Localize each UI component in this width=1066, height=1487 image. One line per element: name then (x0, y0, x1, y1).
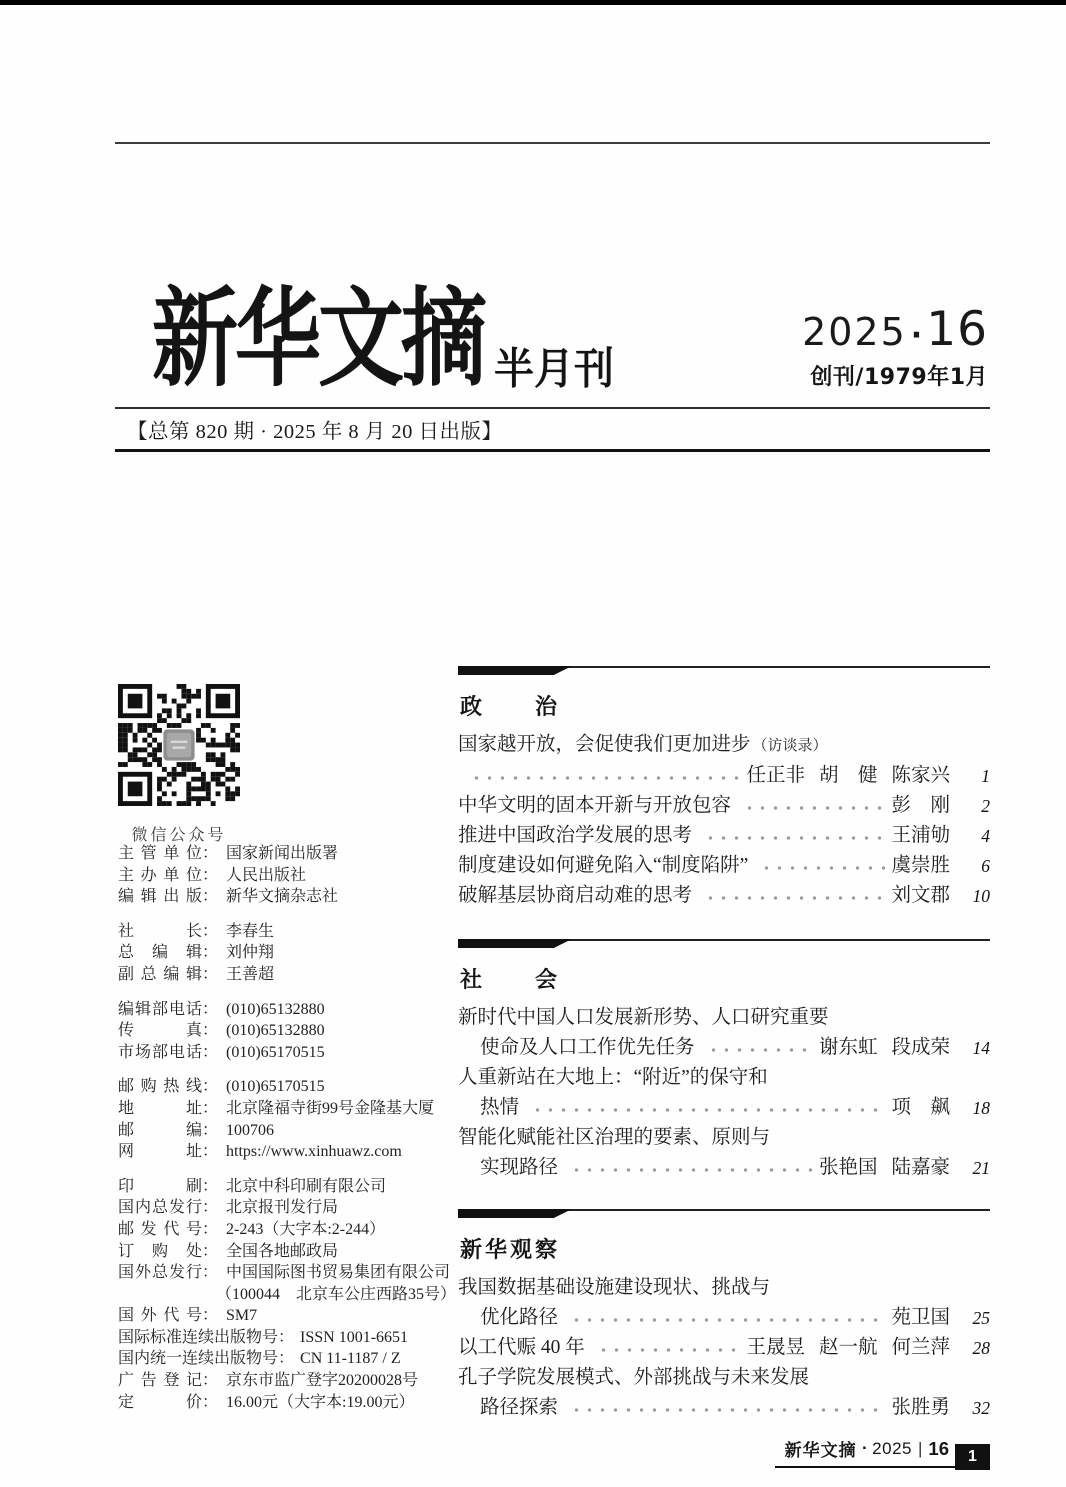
toc-row (458, 821, 990, 851)
footer-year: 2025 (872, 1438, 912, 1458)
info-row (118, 886, 466, 908)
toc-row (458, 1063, 990, 1093)
info-value: ISSN 1001-6651 (300, 1328, 409, 1346)
info-row (118, 1284, 466, 1306)
issue-dot: · (910, 318, 923, 353)
info-label: 网址 (118, 1143, 202, 1161)
info-row (118, 1141, 466, 1163)
info-colon: ： (202, 1372, 219, 1390)
info-colon: ： (202, 1099, 219, 1117)
info-row (118, 1098, 466, 1120)
author-name: 段成荣 (891, 1037, 950, 1058)
leader-dots (702, 892, 885, 904)
info-row (118, 1370, 466, 1392)
leader-dots (568, 1164, 813, 1176)
article-title: 制度建设如何避免陷入“制度陷阱” (458, 855, 749, 876)
info-label: 广告登记 (118, 1372, 202, 1390)
issue-block (802, 302, 988, 391)
info-label: 定价 (118, 1393, 202, 1411)
info-label: 总编辑 (118, 944, 202, 962)
author-name: 彭 刚 (891, 795, 950, 816)
author-name: 虞崇胜 (891, 855, 950, 876)
info-row (118, 1042, 466, 1064)
leader-dots (468, 772, 740, 784)
page-number: 4 (981, 826, 990, 846)
info-row (118, 1348, 466, 1370)
info-label: 社长 (118, 922, 202, 940)
info-colon: ： (202, 1307, 219, 1325)
info-colon: ： (202, 1000, 219, 1018)
article-title: 新时代中国人口发展新形势、人口研究重要 (458, 1007, 829, 1028)
page-number: 18 (972, 1098, 990, 1118)
leader-dots (568, 1314, 885, 1326)
info-row (118, 1076, 466, 1098)
article-title: 国家越开放，会促使我们更加进步 （访谈录） (458, 734, 828, 755)
info-colon: ： (202, 866, 219, 884)
article-title: 中华文明的固本开新与开放包容 (458, 795, 732, 816)
info-row (118, 1262, 466, 1284)
footer-divider: | (918, 1438, 923, 1458)
article-title: 路径探索 (480, 1397, 559, 1418)
leader-dots (758, 862, 885, 874)
info-label: 市场部电话 (118, 1043, 202, 1061)
qr-code (118, 684, 240, 806)
info-value: SM7 (226, 1307, 258, 1325)
info-row (118, 942, 466, 964)
top-rule (115, 142, 990, 144)
issue-number-line (802, 302, 988, 357)
section-divider-bar (458, 939, 990, 948)
article-title: 我国数据基础设施建设现状、挑战与 (458, 1277, 771, 1298)
info-colon: ： (202, 965, 219, 983)
info-colon: ： (202, 1264, 219, 1282)
info-colon: ： (202, 845, 219, 862)
article-title: 推进中国政治学发展的思考 (458, 825, 693, 846)
leader-dots (702, 832, 885, 844)
info-label: 编辑部电话 (118, 1000, 202, 1018)
info-row (118, 1020, 466, 1042)
publisher-info (118, 843, 466, 1426)
page-number: 32 (972, 1398, 990, 1418)
page-number: 2 (981, 796, 990, 816)
info-value: 新华文摘杂志社 (226, 888, 339, 906)
toc-row (458, 1303, 990, 1333)
author-name: 王晟昱 (746, 1337, 805, 1358)
article-title: 智能化赋能社区治理的要素、原则与 (458, 1127, 771, 1148)
footer-issue: 16 (928, 1437, 949, 1459)
toc-row (458, 761, 990, 791)
author-name: 陈家兴 (891, 765, 950, 786)
article-note: （访谈录） (752, 738, 828, 754)
info-row (118, 1197, 466, 1219)
info-value: CN 11-1187 / Z (300, 1350, 401, 1368)
toc-section (458, 939, 990, 1183)
info-row (118, 1327, 466, 1349)
info-group (118, 999, 466, 1064)
article-title: 以工代赈 40 年 (458, 1337, 585, 1358)
info-group (118, 1076, 466, 1162)
section-divider-bar (458, 666, 990, 675)
page-number: 1 (981, 766, 990, 786)
info-colon: ： (202, 1220, 219, 1238)
author-name: 任正非 (746, 765, 805, 786)
section-divider-bar (458, 1209, 990, 1218)
article-title: 优化路径 (480, 1307, 559, 1328)
info-value: (010)65132880 (226, 1000, 325, 1018)
info-row (118, 1120, 466, 1142)
info-colon: ： (202, 1143, 219, 1161)
info-value: 国家新闻出版署 (226, 845, 339, 862)
info-label: 国内统一连续出版物号： (118, 1350, 295, 1368)
article-title: 热情 (480, 1097, 520, 1118)
info-value: (010)65132880 (226, 1022, 325, 1040)
page-footer (775, 1436, 990, 1468)
leader-dots (705, 1044, 813, 1056)
page-number: 25 (972, 1308, 990, 1328)
info-label: 传真 (118, 1022, 202, 1040)
toc-row (458, 730, 990, 761)
leader-dots (568, 1404, 885, 1416)
author-name: 胡 健 (818, 765, 878, 786)
info-row (118, 999, 466, 1021)
info-value: 2-243（大字本:2-244） (226, 1220, 386, 1238)
toc-row (458, 791, 990, 821)
section-title: 政 治 (460, 694, 561, 719)
toc-row (458, 1033, 990, 1063)
info-colon: ： (202, 1043, 219, 1061)
toc-row (458, 1003, 990, 1033)
magazine-subtitle: 半月刊 (494, 344, 614, 395)
section-bar-wedge (458, 666, 572, 675)
page-number: 6 (981, 856, 990, 876)
info-value: 李春生 (226, 922, 275, 940)
footer-square-icon: ▪ (862, 1443, 867, 1454)
info-colon: ： (202, 922, 219, 940)
issue-year: 2025 (802, 310, 907, 354)
info-label: 国际标准连续出版物号： (118, 1328, 295, 1346)
info-value: （100044 北京车公庄西路35号） (216, 1285, 457, 1303)
info-colon: ： (202, 1393, 219, 1411)
wechat-qr-block (118, 684, 240, 845)
leader-dots (529, 1104, 885, 1116)
section-title: 社 会 (460, 967, 561, 992)
toc-section (458, 666, 990, 911)
info-value: 中国国际图书贸易集团有限公司 (226, 1264, 451, 1282)
info-row (118, 865, 466, 887)
info-label: 国外代号 (118, 1307, 202, 1325)
info-value: 全国各地邮政局 (226, 1242, 339, 1260)
info-colon: ： (202, 1177, 219, 1195)
toc-row (458, 1093, 990, 1123)
article-title: 人重新站在大地上：“附近”的保守和 (458, 1067, 768, 1088)
info-value: https://www.xinhuawz.com (226, 1143, 402, 1161)
author-name: 谢东虹 (818, 1037, 878, 1058)
scan-top-edge (0, 0, 1066, 5)
magazine-title: 新华文摘 (152, 277, 484, 402)
author-name: 张艳国 (818, 1157, 878, 1178)
info-label: 主管单位 (118, 845, 202, 862)
info-row (118, 1392, 466, 1414)
info-label: 编辑出版 (118, 888, 202, 906)
info-row (118, 1176, 466, 1198)
publication-banner (115, 407, 990, 452)
info-label: 国外总发行 (118, 1264, 202, 1282)
info-colon: ： (202, 944, 219, 962)
author-name: 何兰萍 (891, 1337, 950, 1358)
section-bar-wedge (458, 1209, 572, 1218)
info-group (118, 921, 466, 986)
author-name: 王浦劬 (891, 825, 950, 846)
info-label: 邮购热线 (118, 1078, 202, 1096)
info-row (118, 921, 466, 943)
article-title: 使命及人口工作优先任务 (480, 1037, 695, 1058)
info-group (118, 843, 466, 908)
footer-text (775, 1436, 955, 1468)
masthead (152, 277, 614, 402)
info-value: 京东市监广登字20200028号 (226, 1372, 419, 1390)
qr-label: 微信公众号 (131, 827, 227, 844)
info-value: 100706 (226, 1121, 275, 1139)
toc-row (458, 1333, 990, 1363)
info-value: 北京报刊发行局 (226, 1199, 339, 1217)
info-value: 刘仲翔 (226, 944, 275, 962)
info-label: 邮编 (118, 1121, 202, 1139)
page-number: 21 (972, 1158, 990, 1178)
author-name: 项 飙 (891, 1097, 950, 1118)
info-label: 印刷 (118, 1177, 202, 1195)
info-colon: ： (202, 1121, 219, 1139)
info-colon: ： (202, 1199, 219, 1217)
info-value: (010)65170515 (226, 1078, 325, 1096)
page-number: 14 (972, 1038, 990, 1058)
info-label: 订购处 (118, 1242, 202, 1260)
banner-rule-bottom (115, 449, 990, 452)
toc-row (458, 1363, 990, 1393)
author-name: 赵一航 (818, 1337, 878, 1358)
info-group (118, 1176, 466, 1414)
toc-section (458, 1209, 990, 1423)
article-title: 孔子学院发展模式、外部挑战与未来发展 (458, 1367, 810, 1388)
section-bar-wedge (458, 939, 572, 948)
toc-row (458, 1273, 990, 1303)
author-name: 苑卫国 (891, 1307, 950, 1328)
toc-row (458, 851, 990, 881)
toc-row (458, 1153, 990, 1183)
info-label: 地址 (118, 1099, 202, 1117)
toc-row (458, 881, 990, 911)
info-row (118, 964, 466, 986)
author-name: 陆嘉豪 (891, 1157, 950, 1178)
article-title: 破解基层协商启动难的思考 (458, 885, 693, 906)
toc-row (458, 1123, 990, 1153)
page-number: 10 (972, 886, 990, 906)
banner-text: 【总第 820 期 · 2025 年 8 月 20 日出版】 (127, 421, 503, 443)
info-row (118, 1305, 466, 1327)
info-colon: ： (202, 1022, 219, 1040)
info-value: 北京隆福寺街99号金隆基大厦 (226, 1099, 435, 1117)
info-colon: ： (202, 1242, 219, 1260)
footer-brand: 新华文摘 (784, 1441, 857, 1460)
info-label: 副总编辑 (118, 965, 202, 983)
info-colon: ： (202, 1078, 219, 1096)
info-row (118, 1219, 466, 1241)
page-number: 28 (972, 1338, 990, 1358)
article-title: 实现路径 (480, 1157, 559, 1178)
section-title: 新华观察 (460, 1237, 561, 1262)
leader-dots (741, 802, 885, 814)
info-label: 国内总发行 (118, 1199, 202, 1217)
leader-dots (595, 1344, 741, 1356)
info-value: (010)65170515 (226, 1043, 325, 1061)
banner-rule-top (115, 407, 990, 409)
info-value: 北京中科印刷有限公司 (226, 1177, 387, 1195)
info-value: 王善超 (226, 965, 275, 983)
info-label: 主办单位 (118, 866, 202, 884)
issue-number: 16 (926, 302, 988, 357)
info-colon: ： (202, 888, 219, 906)
info-row (118, 1241, 466, 1263)
info-row (118, 843, 466, 865)
author-name: 刘文郡 (891, 885, 950, 906)
author-name: 张胜勇 (891, 1397, 950, 1418)
founded-line: 创刊/1979年1月 (810, 365, 988, 390)
info-value: 人民出版社 (226, 866, 307, 884)
info-value: 16.00元（大字本:19.00元） (226, 1393, 415, 1411)
toc-row (458, 1393, 990, 1423)
info-label: 邮发代号 (118, 1220, 202, 1238)
footer-page-number-box: 1 (955, 1444, 990, 1470)
